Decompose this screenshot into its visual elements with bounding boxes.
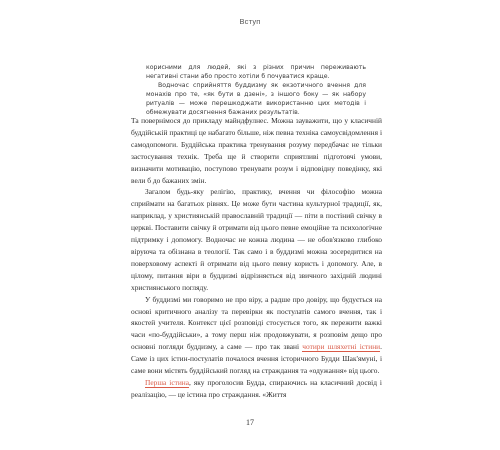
body-paragraph-4 xyxy=(131,377,382,401)
quote-paragraph-2: Водночас сприйняття буддизму як екзотичного вчення для монахів про те, «як бути в дзені», з іншого боку — як набору ритуалів — може перешкоджати використанню цих методів і обмежувати досягнення бажаних результатів. xyxy=(146,81,366,116)
body-text xyxy=(131,115,382,401)
indented-quote-block xyxy=(146,64,366,117)
body-paragraph-3-text-a: У буддизмі ми говоримо не про віру, а радше про довіру, що будується на основі критичного аналізу та перевірки як постулатів самого вчення, так і якостей учителя. Контекст цієї розповіді стосується того, як пережити важкі часи «по-буддійськи», а тому перш ніж продовжувати, я розповім дещо про основні погляди буддизму, а саме — про так звані xyxy=(131,294,382,352)
page-number: 17 xyxy=(246,418,254,427)
body-paragraph-3-text-b: . Саме із цих істин-постулатів почалося вчення історичного Будди Шак'ямуні, і саме вони містять буддійський погляд на страждання та «одужання» від цього. xyxy=(131,342,382,376)
four-noble-truths-link[interactable]: чотири шляхетні істини xyxy=(302,342,381,352)
body-paragraph-1: Та повернімося до прикладу майндфулнес. Можна зауважити, що у класичній буддійській практиці це набагато більше, ніж певна техніка самоусвідомлення і самодопомоги. Буддійська практика тренування розуму передбачає не тільки застосування технік. Треба ще й створити сприятливі підготовчі умови, визначити мотивацію, поступово тренувати розум і відповідну поведінку, які вели б до бажаних змін. xyxy=(131,116,382,185)
quote-paragraph-1: корисними для людей, які з різних причин переживають негативні стани або просто хотіли б почуватися краще. xyxy=(146,64,366,80)
body-paragraph-3 xyxy=(131,294,382,377)
body-paragraph-2: Загалом будь-яку релігію, практику, вчення чи філософію можна сприймати на багатьох рівнях. Це може бути частина культурної традиції, як, наприклад, у християнській православній традиції — піти в постіний свічку в церкві. Поставити свічку й отримати від цього певне емоційне та психологічне підтримку і допомогу. Водночас не кожна людина — не обов'язково глибоко віруюча та обізнана в теології. Так само і в буддизмі можна зосередитися на поверховому аспекті й отримати від цього певну користь і допомогу. Але, в цілому, питання віри в буддизмі відрізняється від звичного західній людині християнського погляду. xyxy=(131,187,382,292)
body-paragraph-4-text: , яку проголосив Будда, спираючись на класичний досвід і реалізацію, — це істина про страждання. «Життя xyxy=(131,377,382,399)
first-truth-link[interactable]: Перша істина xyxy=(145,377,190,387)
running-header: Вступ xyxy=(239,17,261,26)
